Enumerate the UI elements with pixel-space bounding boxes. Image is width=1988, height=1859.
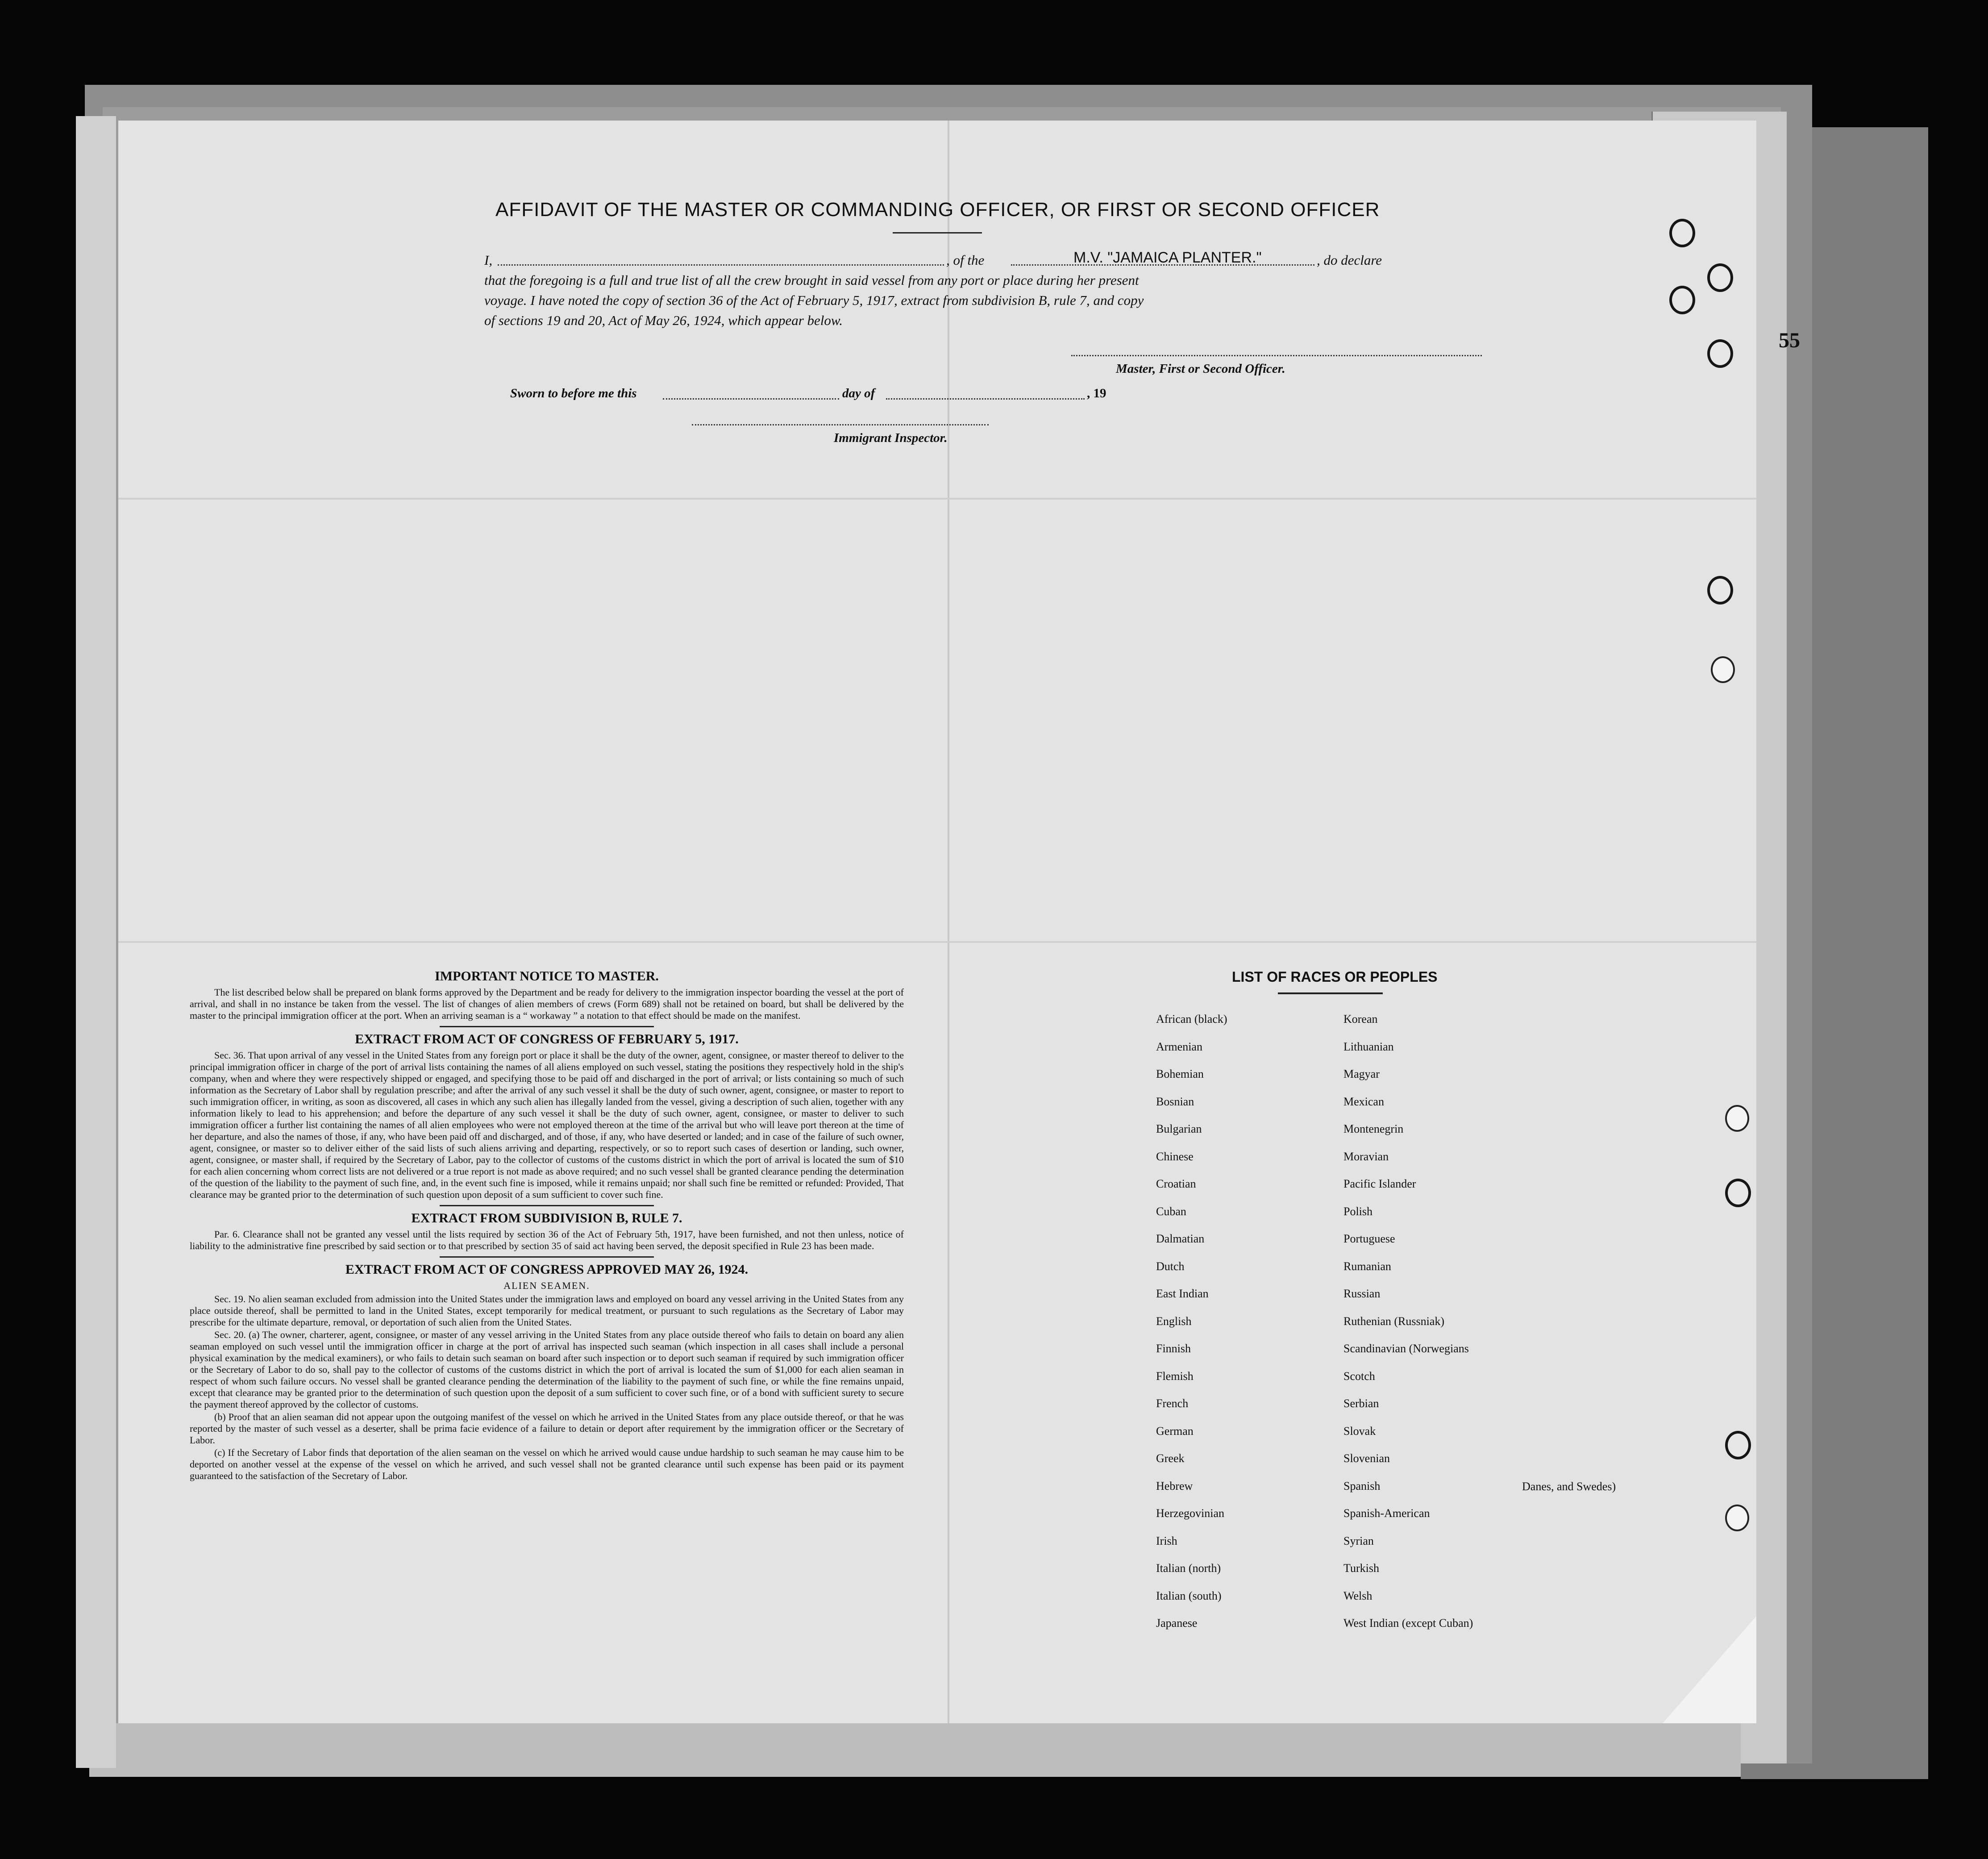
race-item: Russian xyxy=(1343,1287,1381,1300)
race-item: Finnish xyxy=(1156,1342,1191,1355)
race-item: Bulgarian xyxy=(1156,1122,1202,1135)
fold-line xyxy=(118,498,1756,500)
race-item: English xyxy=(1156,1315,1192,1328)
section-rule xyxy=(440,1026,654,1027)
race-item: Japanese xyxy=(1156,1617,1198,1630)
section-rule xyxy=(440,1256,654,1258)
extract-subtitle: ALIEN SEAMEN. xyxy=(503,1280,590,1291)
races-title-rule xyxy=(1278,992,1383,994)
race-item: Hebrew xyxy=(1156,1480,1193,1492)
race-item: Croatian xyxy=(1156,1177,1196,1190)
race-item: Turkish xyxy=(1343,1562,1379,1575)
race-item: Herzegovinian xyxy=(1156,1507,1225,1520)
race-item: Spanish-American xyxy=(1343,1507,1430,1520)
binder-hole xyxy=(1725,1505,1749,1531)
declaration-do-declare: , do declare xyxy=(1317,252,1382,268)
year-label: , 19 xyxy=(1087,386,1106,400)
extract-text: (c) If the Secretary of Labor finds that deportation of the alien seaman on the vessel on which he arrived would cause undue hardship to such seaman he may cause him to be deported on another vessel at the expense of the vessel on which he arrived, and such vessel shall not be granted clearance until such expense has been paid or its payment guaranteed to the satisfaction of the Secretary of Labor. xyxy=(190,1447,904,1481)
document-page xyxy=(118,121,1756,1723)
race-item: Lithuanian xyxy=(1343,1040,1394,1053)
race-item: Montenegrin xyxy=(1343,1122,1404,1135)
extract-title: EXTRACT FROM ACT OF CONGRESS APPROVED MAY 26, 1924. xyxy=(345,1262,749,1277)
binder-hole xyxy=(1725,1105,1749,1132)
race-item: Flemish xyxy=(1156,1370,1194,1383)
race-item: Serbian xyxy=(1343,1397,1379,1410)
extract-text: Sec. 36. That upon arrival of any vessel in the United States from any foreign port or place it shall be the duty of the owner, agent, consignee, or master thereof to deliver to the principal immigration officer in charge of the port of arrival lists containing the names of all aliens employed on such vessel, stating the positions they respectively hold in the ship's company, when and where they were respectively shipped or engaged, and specifying those to be paid off and discharged in the port of arrival; or lists containing so much of such information as the Secretary of Labor shall by regulation prescribe; and after the arrival of any such vessel it shall be the duty of such owner, agent, consignee, or master to report to such immigration officer, in writing, as soon as discovered, all cases in which any such alien has illegally landed from the vessel, giving a description of such alien, together with any information likely to lead to his apprehension; and before the departure of any such vessel it shall be the duty of such owner, agent, consignee, or master to deliver to such immigration officer a further list containing the names of all alien employees who were not employed thereon at the time of the arrival but who will leave port thereon at the time of her departure, and also the names of those, if any, who have been paid off and discharged, and of those, if any, who have deserted or landed; and in case of the failure of such owner, agent, consignee, or master so to deliver either of the said lists of such aliens arriving and departing, respectively, or so to report such cases of desertion or landing, such owner, agent, consignee, or master shall, if required by the Secretary of Labor, pay to the collector of customs of the customs district in which the port of arrival is located the sum of $10 for each alien concerning whom correct lists are not delivered or a true report is not made as above required; and no such vessel shall be granted clearance pending the determination of the question of the liability to the payment of such fine, and, in the event such fine is imposed, while it remains unpaid; nor shall such fine be remitted or refunded: Provided, That clearance may be granted prior to the determination of such question upon deposit of a sum sufficient to cover such fine. xyxy=(190,1050,904,1200)
fold-line xyxy=(948,121,949,1723)
race-item: Rumanian xyxy=(1343,1260,1391,1273)
declaration-line: that the foregoing is a full and true list of all the crew brought in said vessel from any port or place during her present xyxy=(484,272,1139,288)
race-item: Bosnian xyxy=(1156,1095,1194,1108)
notice-section xyxy=(190,969,904,1483)
race-item: African (black) xyxy=(1156,1013,1227,1025)
race-item: Ruthenian (Russniak) xyxy=(1343,1315,1445,1328)
race-item: Magyar xyxy=(1343,1067,1380,1080)
binder-hole xyxy=(1711,656,1735,683)
binder-hole xyxy=(1707,339,1733,368)
binder-hole xyxy=(1725,1179,1751,1207)
background-sheet xyxy=(89,1723,1741,1777)
race-item: Bohemian xyxy=(1156,1067,1204,1080)
race-item-continuation: Danes, and Swedes) xyxy=(1522,1480,1616,1493)
race-item: Pacific Islander xyxy=(1343,1177,1416,1190)
notice-text: The list described below shall be prepared on blank forms approved by the Department and be ready for delivery to the immigration inspector boarding the vessel at the port of arrival, and shall in no instance be taken from the vessel. The list of changes of alien members of crews (Form 689) shall not be retained on board, but shall be delivered by the master to the principal immigration officer at the port. When an arriving seaman is a “ workaway ” a notation to that effect should be made on the manifest. xyxy=(190,987,904,1021)
race-item: Italian (south) xyxy=(1156,1589,1222,1602)
day-of-label: day of xyxy=(842,386,875,400)
binder-hole xyxy=(1707,576,1733,604)
race-item: West Indian (except Cuban) xyxy=(1343,1617,1473,1630)
race-item: Dalmatian xyxy=(1156,1232,1205,1245)
race-item: Polish xyxy=(1343,1205,1373,1218)
extract-title: EXTRACT FROM ACT OF CONGRESS OF FEBRUARY 5, 1917. xyxy=(355,1032,739,1046)
race-item: Slovak xyxy=(1343,1425,1376,1438)
extract-text: Sec. 20. (a) The owner, charterer, agent, consignee, or master of any vessel arriving in the United States from any place outside thereof who fails to detain on board any alien seaman employed on such vessel until the immigration officer in charge at the port of arrival has inspected such seaman (which inspection in all cases shall include a personal physical examination by the medical examiners), or who fails to detain such seaman on board after such inspection or to deport such seaman if required by such immigration officer or the Secretary of Labor to do so, shall pay to the collector of customs of the customs district in which the port of arrival is located the sum of $1,000 for each alien seaman in respect of whom such failure occurs. No vessel shall be granted clearance pending the determination of the liability to the payment of such fine, or while the fine remains unpaid, except that clearance may be granted prior to the determination of such question upon the deposit of a sum sufficient to cover such fine, or of a bond with sufficient surety to secure the payment thereof approved by the collector of customs. xyxy=(190,1329,904,1410)
declaration-line: voyage. I have noted the copy of section 36 of the Act of February 5, 1917, extract from subdivision B, rule 7, and copy xyxy=(484,292,1144,308)
race-item: Cuban xyxy=(1156,1205,1186,1218)
background-sheet xyxy=(76,116,116,1768)
race-item: Scandinavian (Norwegians xyxy=(1343,1342,1469,1355)
fold-line xyxy=(118,941,1756,943)
race-item: East Indian xyxy=(1156,1287,1209,1300)
vessel-name: M.V. "JAMAICA PLANTER." xyxy=(1073,249,1262,266)
notice-title: IMPORTANT NOTICE TO MASTER. xyxy=(435,969,659,984)
races-title: LIST OF RACES OR PEOPLES xyxy=(1232,969,1438,985)
binder-hole xyxy=(1725,1431,1751,1459)
margin-mark: 55 xyxy=(1779,329,1800,352)
vessel-blank-line xyxy=(1011,264,1314,266)
race-item: Slovenian xyxy=(1343,1452,1390,1465)
race-item: Chinese xyxy=(1156,1150,1194,1163)
race-item: Greek xyxy=(1156,1452,1185,1465)
title-rule xyxy=(893,232,982,233)
sworn-label: Sworn to before me this xyxy=(510,386,637,400)
affidavit-title: AFFIDAVIT OF THE MASTER OR COMMANDING OFFICER, OR FIRST OR SECOND OFFICER xyxy=(495,199,1380,221)
race-item: Armenian xyxy=(1156,1040,1202,1053)
binder-hole xyxy=(1669,286,1695,314)
inspector-label: Immigrant Inspector. xyxy=(834,431,948,445)
race-item: Syrian xyxy=(1343,1534,1374,1547)
sworn-day-line xyxy=(663,398,839,400)
race-item: Italian (north) xyxy=(1156,1562,1221,1575)
race-item: Scotch xyxy=(1343,1370,1375,1383)
binder-hole xyxy=(1707,263,1733,292)
race-item: Korean xyxy=(1343,1013,1378,1025)
race-item: German xyxy=(1156,1425,1194,1438)
race-item: French xyxy=(1156,1397,1189,1410)
race-item: Dutch xyxy=(1156,1260,1185,1273)
master-signature-label: Master, First or Second Officer. xyxy=(1116,362,1285,376)
race-item: Portuguese xyxy=(1343,1232,1395,1245)
month-line xyxy=(886,398,1085,400)
master-signature-line xyxy=(1071,355,1482,356)
declaration-line: of sections 19 and 20, Act of May 26, 1924, which appear below. xyxy=(484,313,843,328)
binder-hole xyxy=(1669,219,1695,247)
inspector-signature-line xyxy=(692,424,989,425)
extract-title: EXTRACT FROM SUBDIVISION B, RULE 7. xyxy=(411,1211,682,1225)
declaration-i: I, xyxy=(484,252,493,268)
race-item: Welsh xyxy=(1343,1589,1372,1602)
race-item: Moravian xyxy=(1343,1150,1389,1163)
section-rule xyxy=(440,1205,654,1206)
race-item: Mexican xyxy=(1343,1095,1384,1108)
folded-corner xyxy=(1663,1616,1756,1723)
extract-text: (b) Proof that an alien seaman did not appear upon the outgoing manifest of the vessel on which he arrived in the United States from any place outside thereof, or that he was reported by the master of such vessel as a deserter, shall be prima facie evidence of a failure to detain or deport after requirement by the immigration officer or the Secretary of Labor. xyxy=(190,1411,904,1446)
name-blank-line xyxy=(498,264,944,266)
race-item: Spanish xyxy=(1343,1480,1381,1492)
extract-text: Sec. 19. No alien seaman excluded from admission into the United States under the immigration laws and employed on board any vessel arriving in the United States from any place outside thereof, shall be permitted to land in the United States, except temporarily for medical treatment, or pursuant to such regulations as the Secretary of Labor may prescribe for the ultimate departure, removal, or deportation of such alien from the United States. xyxy=(190,1293,904,1328)
declaration-of-the: , of the xyxy=(946,252,985,268)
extract-text: Par. 6. Clearance shall not be granted any vessel until the lists required by section 36 of the Act of February 5th, 1917, have been furnished, and not then unless, notice of liability to the administrative fine prescribed by said section or to that prescribed by section 35 of said act having been served, the deposit specified in Rule 23 has been made. xyxy=(190,1229,904,1251)
race-item: Irish xyxy=(1156,1534,1177,1547)
